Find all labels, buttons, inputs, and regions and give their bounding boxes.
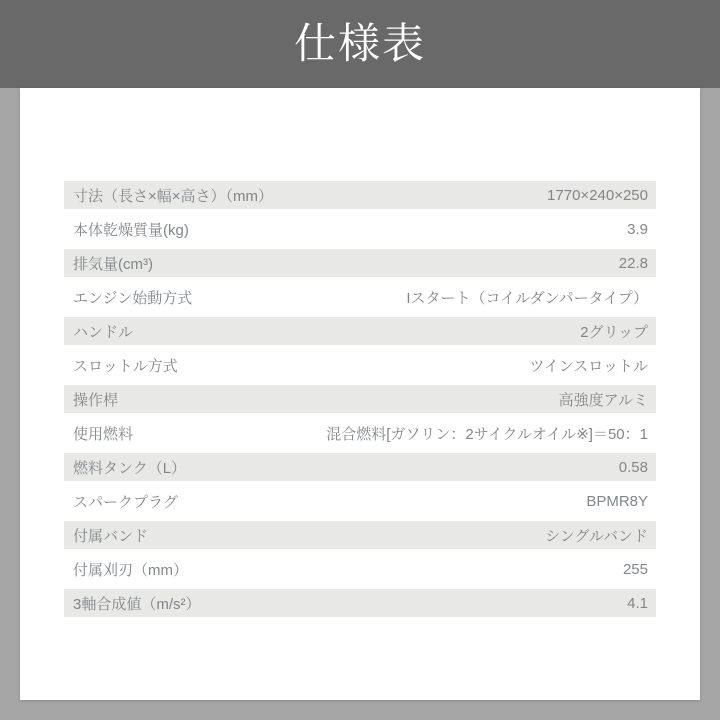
spec-value: 混合燃料[ガソリン：2サイクルオイル※]＝50：1 xyxy=(326,425,648,443)
spec-label: 付属バンド xyxy=(73,527,149,545)
spec-label: 寸法（長さ×幅×高さ）（mm） xyxy=(73,187,274,205)
spec-value: 1770×240×250 xyxy=(547,186,648,204)
spec-label: 燃料タンク（L） xyxy=(73,459,187,477)
spec-row xyxy=(64,215,656,243)
spec-label: 付属刈刃（mm） xyxy=(73,561,188,579)
spec-card xyxy=(20,88,700,700)
spec-row xyxy=(64,521,656,549)
spec-value: 4.1 xyxy=(627,594,648,612)
spec-row xyxy=(64,555,656,583)
spec-row xyxy=(64,385,656,413)
spec-label: スパークプラグ xyxy=(73,493,179,511)
spec-value: シングルバンド xyxy=(545,527,648,545)
spec-table xyxy=(64,181,656,617)
spec-label: 排気量(cm³) xyxy=(73,255,153,273)
spec-row xyxy=(64,589,656,617)
spec-row xyxy=(64,419,656,447)
spec-label: ハンドル xyxy=(73,323,134,341)
spec-value: Iスタート（コイルダンパータイプ） xyxy=(406,289,648,307)
spec-value: BPMR8Y xyxy=(586,492,648,510)
spec-label: エンジン始動方式 xyxy=(73,289,193,307)
spec-label: 操作桿 xyxy=(73,391,119,409)
spec-label: 3軸合成値（m/s²） xyxy=(73,595,201,613)
spec-row xyxy=(64,283,656,311)
spec-value: 2グリップ xyxy=(580,323,648,341)
page-title: 仕様表 xyxy=(293,20,426,67)
spec-label: 本体乾燥質量(kg) xyxy=(73,221,189,239)
spec-row xyxy=(64,181,656,209)
spec-value: 255 xyxy=(622,560,648,578)
spec-row xyxy=(64,351,656,379)
page-header xyxy=(0,0,720,88)
spec-row xyxy=(64,249,656,277)
spec-value: 22.8 xyxy=(618,254,648,272)
spec-row xyxy=(64,453,656,481)
spec-label: 使用燃料 xyxy=(73,425,134,443)
spec-value: 高強度アルミ xyxy=(558,391,648,409)
spec-row xyxy=(64,317,656,345)
spec-value: 3.9 xyxy=(627,220,648,238)
spec-value: ツインスロットル xyxy=(529,357,648,375)
spec-label: スロットル方式 xyxy=(73,357,178,375)
spec-value: 0.58 xyxy=(618,458,648,476)
spec-row xyxy=(64,487,656,515)
